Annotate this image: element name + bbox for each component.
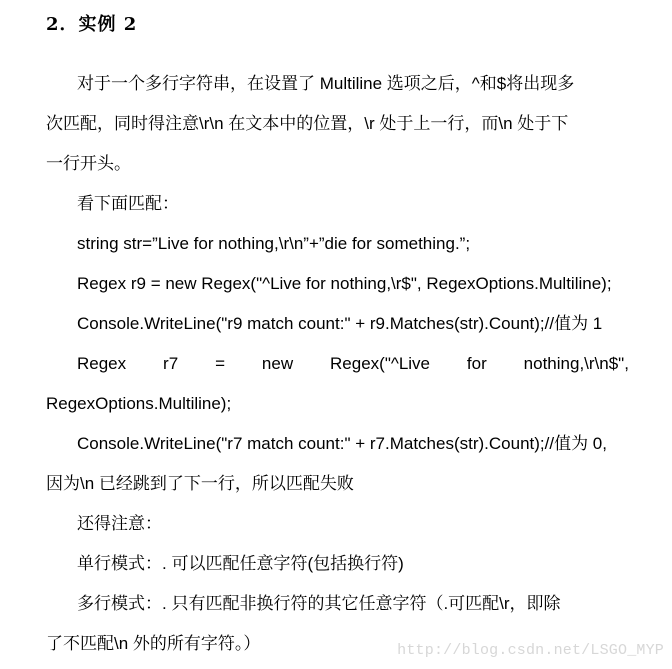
intro-line-2: 次匹配，同时得注意\r\n 在文本中的位置，\r 处于上一行，而\n 处于下	[46, 114, 569, 133]
code-r7-token: new	[261, 354, 294, 373]
multi-line-mode-1: 多行模式：. 只有匹配非换行符的其它任意字符（.可匹配\r，即除	[77, 594, 561, 613]
code-r7-token: Regex	[77, 354, 127, 373]
code-regex-r7	[77, 352, 629, 376]
code-console-r9: Console.WriteLine("r9 match count:" + r9.Matches(str).Count);//值为 1	[77, 314, 603, 333]
code-r7-token: Regex("^Live	[330, 354, 431, 373]
code-regex-r7-continuation: RegexOptions.Multiline);	[46, 394, 232, 413]
code-string-declaration: string str=”Live for nothing,\r\n”+”die for something.”;	[77, 234, 471, 253]
single-line-mode: 单行模式：. 可以匹配任意字符(包括换行符)	[77, 554, 404, 573]
intro-line-3: 一行开头。	[46, 154, 131, 173]
section-heading: 2．实例 2	[46, 14, 138, 35]
look-below-label: 看下面匹配：	[77, 194, 179, 213]
code-r7-token: nothing,\r\n$",	[523, 354, 629, 373]
multi-line-mode-2: 了不匹配\n 外的所有字符。）	[46, 634, 261, 653]
code-r7-token: for	[466, 354, 487, 373]
watermark-url: http://blog.csdn.net/LSGO_MYP	[397, 642, 664, 659]
code-console-r7: Console.WriteLine("r7 match count:" + r7.Matches(str).Count);//值为 0,	[77, 434, 607, 453]
code-r7-token: r7	[163, 354, 179, 373]
note-label: 还得注意：	[77, 514, 162, 533]
code-regex-r9: Regex r9 = new Regex("^Live for nothing,\r$", RegexOptions.Multiline);	[77, 274, 612, 293]
r7-reason: 因为\n 已经跳到了下一行，所以匹配失败	[46, 474, 354, 493]
intro-line-1: 对于一个多行字符串，在设置了 Multiline 选项之后，^和$将出现多	[77, 74, 575, 93]
code-r7-token: =	[215, 354, 226, 373]
